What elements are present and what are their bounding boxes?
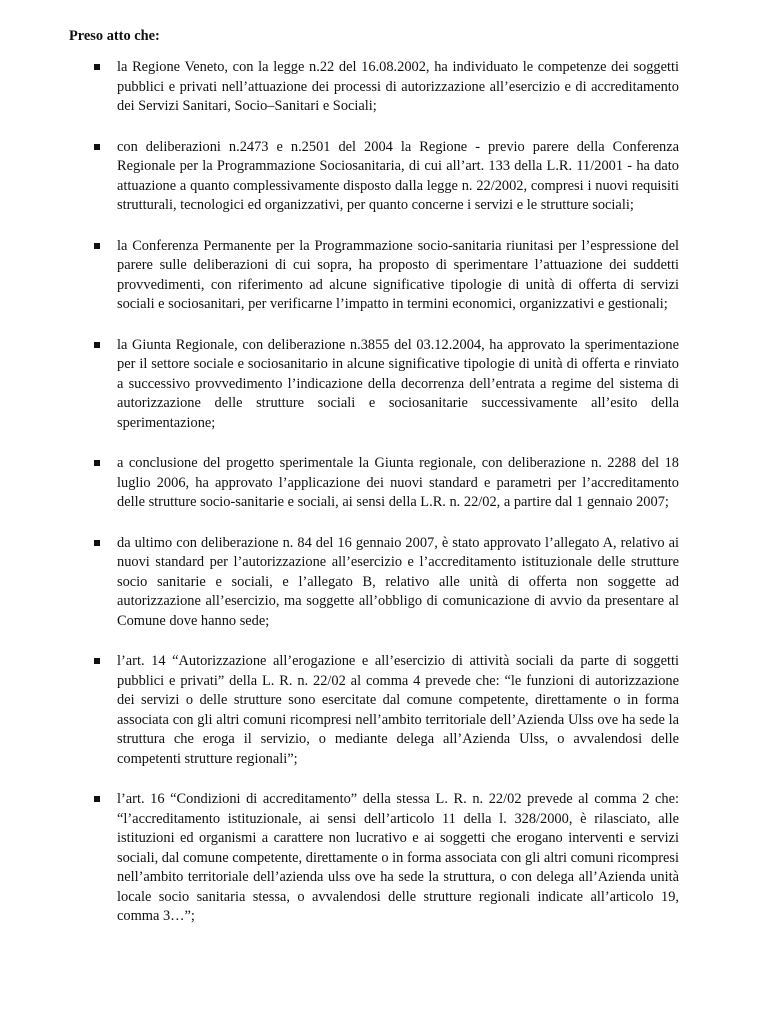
list-item-text: l’art. 16 “Condizioni di accreditamento” della stessa L. R. n. 22/02 prevede al comma 2 che: “l’accreditamento istituzionale, ai sensi dell’articolo 11 della l. 328/2000, è rilasciato, alle istituzioni ed organismi a carattere non lucrativo e ai soggetti che erogano interventi e servizi sociali, dal comune competente, direttamente o in forma associata con gli altri comuni ricompresi nell’ambito territoriale dell’azienda ulss ove ha sede la struttura, o con delega all’Azienda unità locale socio sanitaria stessa, o avvalendosi delle strutture regionali indicate all’articolo 19, comma 3…”; — [117, 791, 679, 924]
list-item-text: la Conferenza Permanente per la Programmazione socio-sanitaria riunitasi per l’espressione del parere sulle deliberazioni di cui sopra, ha proposto di sperimentare l’attuazione dei suddetti provvedimenti, con riferimento ad alcune significative tipologie di unità di offerta di servizi sociali e sociosanitari, per verificarne l’impatto in termini economici, organizzativi e gestionali; — [117, 237, 679, 312]
square-bullet-icon — [94, 243, 100, 249]
list-item-text: la Regione Veneto, con la legge n.22 del 16.08.2002, ha individuato le competenze dei soggetti pubblici e privati nell’attuazione dei processi di autorizzazione all’esercizio e di accreditamento dei Servizi Sanitari, Socio–Sanitari e Sociali; — [117, 59, 679, 114]
list-item — [0, 58, 770, 117]
list-item — [0, 454, 770, 513]
premise-list — [0, 58, 770, 948]
list-item — [0, 237, 770, 315]
square-bullet-icon — [94, 64, 100, 70]
list-item — [0, 336, 770, 434]
list-item-text: a conclusione del progetto sperimentale la Giunta regionale, con deliberazione n. 2288 del 18 luglio 2006, ha approvato l’applicazione dei nuovi standard e parametri per l’accreditamento delle strutture socio-sanitarie e sociali, ai sensi della L.R. n. 22/02, a partire dal 1 gennaio 2007; — [117, 455, 679, 510]
list-item-text: l’art. 14 “Autorizzazione all’erogazione e all’esercizio di attività sociali da parte di soggetti pubblici e privati” della L. R. n. 22/02 al comma 4 prevede che: “le funzioni di autorizzazione dei servizi o delle strutture sono esercitate dal comune competente, direttamente o in forma associata con gli altri comuni ricompresi nell’ambito territoriale dell’Azienda Ulss ove ha sede la struttura che eroga il servizio, o mediante delega all’Azienda Ulss, o avvalendosi delle competenti strutture regionali”; — [117, 653, 679, 767]
square-bullet-icon — [94, 796, 100, 802]
square-bullet-icon — [94, 144, 100, 150]
list-item-text: la Giunta Regionale, con deliberazione n.3855 del 03.12.2004, ha approvato la sperimentazione per il settore sociale e sociosanitario in alcune significative tipologie di unità di offerta e rinviato a successivo provvedimento l’indicazione della decorrenza dell’entrata a regime del sistema di autorizzazione delle strutture sociali e sociosanitarie successivamente all’esito della sperimentazione; — [117, 336, 679, 431]
list-item — [0, 138, 770, 216]
list-item — [0, 652, 770, 769]
list-item — [0, 790, 770, 927]
square-bullet-icon — [94, 658, 100, 664]
list-item — [0, 534, 770, 632]
square-bullet-icon — [94, 540, 100, 546]
square-bullet-icon — [94, 460, 100, 466]
section-heading: Preso atto che: — [69, 28, 160, 44]
list-item-text: da ultimo con deliberazione n. 84 del 16 gennaio 2007, è stato approvato l’allegato A, relativo ai nuovi standard per l’autorizzazione all’esercizio e l’accreditamento istituzionale delle strutture socio sanitarie e sociali, e l’allegato B, relativo alle unità di offerta non soggette ad autorizzazione all’esercizio, ma soggette all’obbligo di comunicazione di avvio da presentare al Comune dove hanno sede; — [117, 534, 679, 629]
list-item-text: con deliberazioni n.2473 e n.2501 del 2004 la Regione - previo parere della Conferenza Regionale per la Programmazione Sociosanitaria, di cui all’art. 133 della L.R. 11/2001 - ha dato attuazione a quanto complessivamente disposto dalla legge n. 22/2002, compresi i nuovi requisiti strutturali, tecnologici ed organizzativi, per quanto concerne i servizi e le strutture sociali; — [117, 138, 679, 213]
square-bullet-icon — [94, 342, 100, 348]
